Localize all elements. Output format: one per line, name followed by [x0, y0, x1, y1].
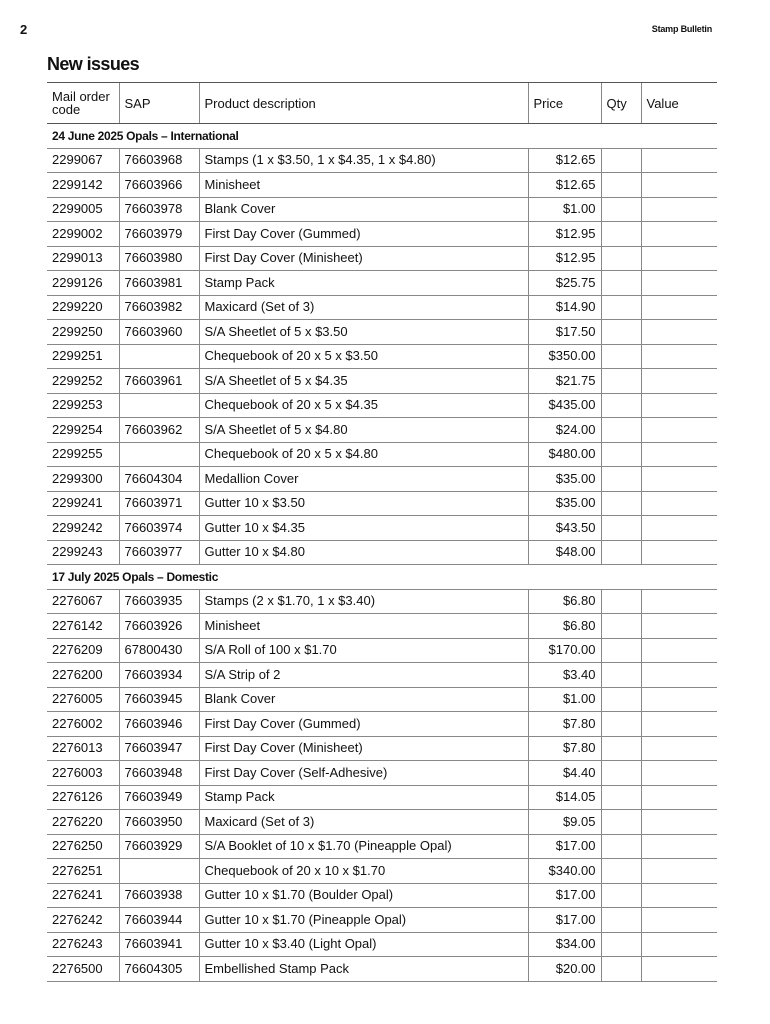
product-description-cell: Maxicard (Set of 3): [199, 810, 528, 835]
value-cell[interactable]: [641, 712, 717, 737]
table-row: [47, 810, 717, 835]
price-cell: $20.00: [528, 957, 601, 982]
price-cell: $14.90: [528, 295, 601, 320]
group-header-row: [47, 565, 717, 590]
product-description-cell: First Day Cover (Gummed): [199, 222, 528, 247]
value-cell[interactable]: [641, 442, 717, 467]
price-cell: $350.00: [528, 344, 601, 369]
value-cell[interactable]: [641, 785, 717, 810]
table-row: [47, 540, 717, 565]
mailorder-code-cell: 2299220: [47, 295, 119, 320]
price-cell: $7.80: [528, 736, 601, 761]
table-row: [47, 271, 717, 296]
mailorder-code-cell: 2299254: [47, 418, 119, 443]
value-cell[interactable]: [641, 491, 717, 516]
value-cell[interactable]: [641, 246, 717, 271]
qty-cell[interactable]: [601, 638, 641, 663]
value-cell[interactable]: [641, 932, 717, 957]
table-row: [47, 663, 717, 688]
price-cell: $34.00: [528, 932, 601, 957]
mailorder-code-cell: 2299300: [47, 467, 119, 492]
table-row: [47, 589, 717, 614]
price-cell: $9.05: [528, 810, 601, 835]
product-description-cell: Embellished Stamp Pack: [199, 957, 528, 982]
table-row: [47, 761, 717, 786]
table-row: [47, 932, 717, 957]
value-cell[interactable]: [641, 614, 717, 639]
price-cell: $3.40: [528, 663, 601, 688]
product-description-cell: First Day Cover (Self-Adhesive): [199, 761, 528, 786]
price-cell: $17.00: [528, 908, 601, 933]
table-row: [47, 957, 717, 982]
price-cell: $340.00: [528, 859, 601, 884]
mailorder-code-cell: 2276200: [47, 663, 119, 688]
mailorder-code-cell: 2276243: [47, 932, 119, 957]
sap-cell: 76603961: [119, 369, 199, 394]
qty-cell[interactable]: [601, 663, 641, 688]
table-row: [47, 344, 717, 369]
qty-cell[interactable]: [601, 393, 641, 418]
sap-cell: [119, 442, 199, 467]
value-cell[interactable]: [641, 418, 717, 443]
value-cell[interactable]: [641, 320, 717, 345]
table-row: [47, 859, 717, 884]
product-description-cell: Chequebook of 20 x 5 x $3.50: [199, 344, 528, 369]
mailorder-code-cell: 2299005: [47, 197, 119, 222]
product-description-cell: Gutter 10 x $3.40 (Light Opal): [199, 932, 528, 957]
qty-cell[interactable]: [601, 614, 641, 639]
product-description-cell: Chequebook of 20 x 10 x $1.70: [199, 859, 528, 884]
qty-cell[interactable]: [601, 834, 641, 859]
table-header: [47, 83, 717, 124]
value-cell[interactable]: [641, 540, 717, 565]
mailorder-code-cell: 2299252: [47, 369, 119, 394]
table-row: [47, 687, 717, 712]
sap-cell: 76604304: [119, 467, 199, 492]
product-description-cell: Minisheet: [199, 173, 528, 198]
header-value: Value: [641, 83, 717, 124]
mailorder-code-cell: 2299251: [47, 344, 119, 369]
price-cell: $17.50: [528, 320, 601, 345]
table-row: [47, 148, 717, 173]
value-cell[interactable]: [641, 736, 717, 761]
value-cell[interactable]: [641, 516, 717, 541]
value-cell[interactable]: [641, 687, 717, 712]
table-row: [47, 712, 717, 737]
qty-cell[interactable]: [601, 344, 641, 369]
price-cell: $12.65: [528, 148, 601, 173]
value-cell[interactable]: [641, 859, 717, 884]
mailorder-code-cell: 2276209: [47, 638, 119, 663]
value-cell[interactable]: [641, 344, 717, 369]
qty-cell[interactable]: [601, 246, 641, 271]
mailorder-code-cell: 2299242: [47, 516, 119, 541]
sap-cell: 76603968: [119, 148, 199, 173]
sap-cell: 76603946: [119, 712, 199, 737]
product-description-cell: Gutter 10 x $1.70 (Pineapple Opal): [199, 908, 528, 933]
mailorder-code-cell: 2299002: [47, 222, 119, 247]
sap-cell: 76603950: [119, 810, 199, 835]
table-row: [47, 442, 717, 467]
value-cell[interactable]: [641, 810, 717, 835]
mailorder-code-cell: 2276500: [47, 957, 119, 982]
product-description-cell: S/A Sheetlet of 5 x $4.80: [199, 418, 528, 443]
price-cell: $35.00: [528, 491, 601, 516]
header-sap: SAP: [119, 83, 199, 124]
mailorder-code-cell: 2299126: [47, 271, 119, 296]
qty-cell[interactable]: [601, 932, 641, 957]
qty-cell[interactable]: [601, 540, 641, 565]
table-row: [47, 883, 717, 908]
qty-cell[interactable]: [601, 320, 641, 345]
sap-cell: 76603944: [119, 908, 199, 933]
sap-cell: 76603966: [119, 173, 199, 198]
sap-cell: 76603982: [119, 295, 199, 320]
value-cell[interactable]: [641, 467, 717, 492]
mailorder-code-cell: 2276067: [47, 589, 119, 614]
qty-cell[interactable]: [601, 173, 641, 198]
sap-cell: 76604305: [119, 957, 199, 982]
mailorder-code-cell: 2299241: [47, 491, 119, 516]
mailorder-code-cell: 2276005: [47, 687, 119, 712]
mailorder-code-cell: 2299067: [47, 148, 119, 173]
table-row: [47, 418, 717, 443]
table-row: [47, 222, 717, 247]
value-cell[interactable]: [641, 761, 717, 786]
product-description-cell: Gutter 10 x $1.70 (Boulder Opal): [199, 883, 528, 908]
header-product-description: Product description: [199, 83, 528, 124]
mailorder-code-cell: 2299243: [47, 540, 119, 565]
product-description-cell: Chequebook of 20 x 5 x $4.80: [199, 442, 528, 467]
price-cell: $48.00: [528, 540, 601, 565]
mailorder-code-cell: 2276003: [47, 761, 119, 786]
product-description-cell: Stamps (2 x $1.70, 1 x $3.40): [199, 589, 528, 614]
sap-cell: 76603949: [119, 785, 199, 810]
product-description-cell: Maxicard (Set of 3): [199, 295, 528, 320]
table-row: [47, 736, 717, 761]
table-row: [47, 173, 717, 198]
price-cell: $24.00: [528, 418, 601, 443]
sap-cell: 76603947: [119, 736, 199, 761]
mailorder-code-cell: 2276250: [47, 834, 119, 859]
qty-cell[interactable]: [601, 785, 641, 810]
value-cell[interactable]: [641, 271, 717, 296]
value-cell[interactable]: [641, 908, 717, 933]
new-issues-table: [47, 82, 717, 982]
mailorder-code-cell: 2276002: [47, 712, 119, 737]
running-head: Stamp Bulletin: [651, 24, 712, 34]
product-description-cell: S/A Roll of 100 x $1.70: [199, 638, 528, 663]
value-cell[interactable]: [641, 957, 717, 982]
table-row: [47, 467, 717, 492]
price-cell: $43.50: [528, 516, 601, 541]
mailorder-code-cell: 2276251: [47, 859, 119, 884]
price-cell: $6.80: [528, 614, 601, 639]
table-row: [47, 908, 717, 933]
table-row: [47, 369, 717, 394]
section-title: New issues: [47, 54, 140, 74]
sap-cell: 76603926: [119, 614, 199, 639]
product-description-cell: Gutter 10 x $4.80: [199, 540, 528, 565]
qty-cell[interactable]: [601, 369, 641, 394]
sap-cell: 67800430: [119, 638, 199, 663]
product-description-cell: Gutter 10 x $4.35: [199, 516, 528, 541]
table-body: [47, 124, 717, 982]
value-cell[interactable]: [641, 148, 717, 173]
table-row: [47, 516, 717, 541]
price-cell: $170.00: [528, 638, 601, 663]
mailorder-code-cell: 2276013: [47, 736, 119, 761]
price-cell: $480.00: [528, 442, 601, 467]
value-cell[interactable]: [641, 369, 717, 394]
mailorder-code-cell: 2299250: [47, 320, 119, 345]
table-row: [47, 246, 717, 271]
product-description-cell: Stamp Pack: [199, 271, 528, 296]
sap-cell: 76603929: [119, 834, 199, 859]
value-cell[interactable]: [641, 638, 717, 663]
sap-cell: 76603962: [119, 418, 199, 443]
qty-cell[interactable]: [601, 687, 641, 712]
sap-cell: 76603981: [119, 271, 199, 296]
group-title: 17 July 2025 Opals – Domestic: [47, 565, 717, 590]
sap-cell: 76603941: [119, 932, 199, 957]
sap-cell: [119, 344, 199, 369]
table-row: [47, 320, 717, 345]
value-cell[interactable]: [641, 222, 717, 247]
table-row: [47, 295, 717, 320]
mailorder-code-cell: 2299013: [47, 246, 119, 271]
product-description-cell: Stamp Pack: [199, 785, 528, 810]
product-description-cell: S/A Sheetlet of 5 x $4.35: [199, 369, 528, 394]
sap-cell: [119, 859, 199, 884]
group-header-row: [47, 124, 717, 149]
mailorder-code-cell: 2299253: [47, 393, 119, 418]
qty-cell[interactable]: [601, 908, 641, 933]
value-cell[interactable]: [641, 883, 717, 908]
qty-cell[interactable]: [601, 491, 641, 516]
product-description-cell: First Day Cover (Minisheet): [199, 736, 528, 761]
qty-cell[interactable]: [601, 589, 641, 614]
table-row: [47, 614, 717, 639]
sap-cell: 76603974: [119, 516, 199, 541]
value-cell[interactable]: [641, 197, 717, 222]
value-cell[interactable]: [641, 393, 717, 418]
qty-cell[interactable]: [601, 295, 641, 320]
qty-cell[interactable]: [601, 883, 641, 908]
sap-cell: 76603978: [119, 197, 199, 222]
table-row: [47, 491, 717, 516]
table-row: [47, 785, 717, 810]
price-cell: $25.75: [528, 271, 601, 296]
qty-cell[interactable]: [601, 761, 641, 786]
value-cell[interactable]: [641, 295, 717, 320]
group-title: 24 June 2025 Opals – International: [47, 124, 717, 149]
value-cell[interactable]: [641, 663, 717, 688]
table-row: [47, 638, 717, 663]
table-row: [47, 393, 717, 418]
table-row: [47, 834, 717, 859]
qty-cell[interactable]: [601, 810, 641, 835]
mailorder-code-cell: 2276242: [47, 908, 119, 933]
product-description-cell: Chequebook of 20 x 5 x $4.35: [199, 393, 528, 418]
price-cell: $17.00: [528, 834, 601, 859]
mailorder-code-cell: 2276126: [47, 785, 119, 810]
product-description-cell: Blank Cover: [199, 197, 528, 222]
sap-cell: 76603938: [119, 883, 199, 908]
product-description-cell: Minisheet: [199, 614, 528, 639]
qty-cell[interactable]: [601, 467, 641, 492]
qty-cell[interactable]: [601, 516, 641, 541]
table-row: [47, 197, 717, 222]
price-cell: $12.95: [528, 222, 601, 247]
value-cell[interactable]: [641, 834, 717, 859]
price-cell: $17.00: [528, 883, 601, 908]
mailorder-code-cell: 2276142: [47, 614, 119, 639]
sap-cell: 76603945: [119, 687, 199, 712]
sap-cell: 76603948: [119, 761, 199, 786]
product-description-cell: S/A Strip of 2: [199, 663, 528, 688]
price-cell: $35.00: [528, 467, 601, 492]
qty-cell[interactable]: [601, 736, 641, 761]
product-description-cell: S/A Booklet of 10 x $1.70 (Pineapple Opal): [199, 834, 528, 859]
value-cell[interactable]: [641, 173, 717, 198]
sap-cell: 76603934: [119, 663, 199, 688]
qty-cell[interactable]: [601, 957, 641, 982]
mailorder-code-cell: 2299255: [47, 442, 119, 467]
qty-cell[interactable]: [601, 222, 641, 247]
sap-cell: 76603960: [119, 320, 199, 345]
price-cell: $4.40: [528, 761, 601, 786]
price-cell: $7.80: [528, 712, 601, 737]
mailorder-code-cell: 2299142: [47, 173, 119, 198]
product-description-cell: First Day Cover (Gummed): [199, 712, 528, 737]
price-cell: $12.65: [528, 173, 601, 198]
qty-cell[interactable]: [601, 271, 641, 296]
mailorder-code-cell: 2276220: [47, 810, 119, 835]
product-description-cell: First Day Cover (Minisheet): [199, 246, 528, 271]
sap-cell: 76603979: [119, 222, 199, 247]
qty-cell[interactable]: [601, 148, 641, 173]
qty-cell[interactable]: [601, 418, 641, 443]
product-description-cell: S/A Sheetlet of 5 x $3.50: [199, 320, 528, 345]
product-description-cell: Stamps (1 x $3.50, 1 x $4.35, 1 x $4.80): [199, 148, 528, 173]
value-cell[interactable]: [641, 589, 717, 614]
price-cell: $21.75: [528, 369, 601, 394]
price-cell: $1.00: [528, 197, 601, 222]
sap-cell: 76603971: [119, 491, 199, 516]
qty-cell[interactable]: [601, 712, 641, 737]
sap-cell: 76603935: [119, 589, 199, 614]
sap-cell: 76603977: [119, 540, 199, 565]
header-qty: Qty: [601, 83, 641, 124]
qty-cell[interactable]: [601, 859, 641, 884]
price-cell: $1.00: [528, 687, 601, 712]
qty-cell[interactable]: [601, 442, 641, 467]
page-number: 2: [20, 22, 28, 37]
qty-cell[interactable]: [601, 197, 641, 222]
product-description-cell: Gutter 10 x $3.50: [199, 491, 528, 516]
sap-cell: [119, 393, 199, 418]
product-description-cell: Medallion Cover: [199, 467, 528, 492]
header-mailorder-code: Mail order code: [47, 83, 119, 124]
sap-cell: 76603980: [119, 246, 199, 271]
mailorder-code-cell: 2276241: [47, 883, 119, 908]
price-cell: $14.05: [528, 785, 601, 810]
header-price: Price: [528, 83, 601, 124]
price-cell: $12.95: [528, 246, 601, 271]
price-cell: $6.80: [528, 589, 601, 614]
price-cell: $435.00: [528, 393, 601, 418]
product-description-cell: Blank Cover: [199, 687, 528, 712]
